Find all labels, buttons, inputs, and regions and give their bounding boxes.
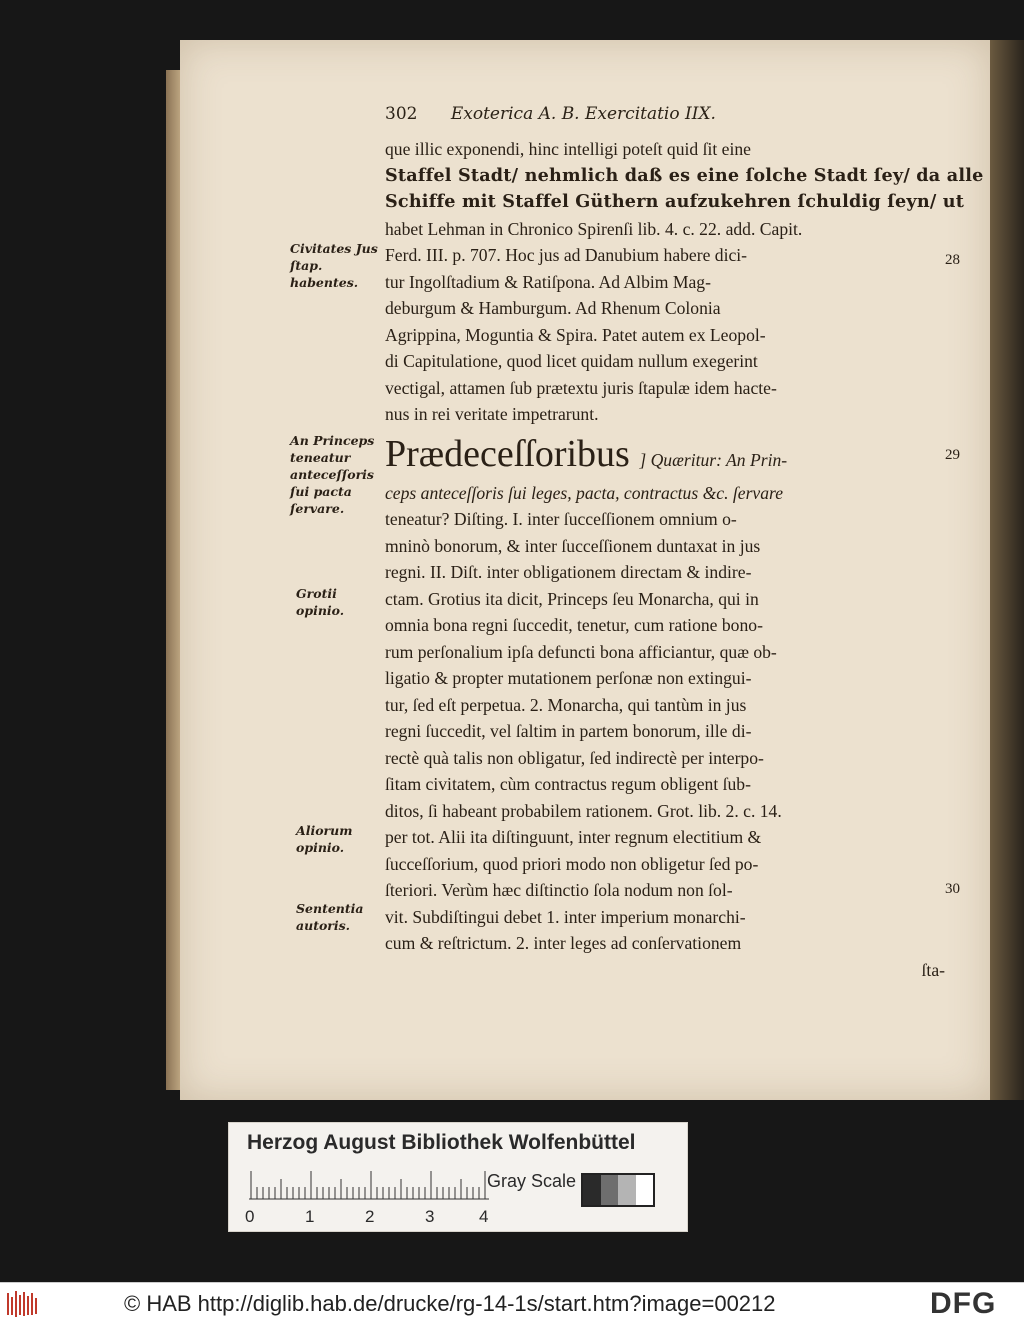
dfg-logo: DFG <box>930 1287 997 1320</box>
line-number: 29 <box>945 447 960 463</box>
hab-logo-icon <box>6 1289 38 1319</box>
text-line: vectigal, attamen ſub prætextu juris ſtapulæ idem hacte- <box>385 377 777 398</box>
margin-note-grotii: Grotii opinio. <box>296 586 345 618</box>
section-heading: Prædeceſſoribus <box>385 432 630 475</box>
gray-swatch-mid <box>601 1175 619 1205</box>
text-line: teneatur? Diſting. I. inter ſucceſſionem omnium o- <box>385 509 737 529</box>
text-line: que illic exponendi, hinc intelligi poteſt quid ſit eine <box>385 139 751 159</box>
text-line: nus in rei veritate impetrarunt. <box>385 404 599 424</box>
bleed-through-mark <box>300 330 304 344</box>
gray-scale-label: Gray Scale <box>487 1171 577 1191</box>
text-line: ſucceſſorium, quod priori modo non obligetur ſed po- <box>385 853 759 874</box>
running-header <box>385 104 945 124</box>
text-line: Ferd. III. p. 707. Hoc jus ad Danubium habere dici- <box>385 245 748 265</box>
text-line: tur, ſed eſt perpetua. 2. Monarcha, qui tantùm in jus <box>385 694 747 715</box>
text-line: mninò bonorum, & inter ſucceſſionem duntaxat in jus <box>385 535 761 556</box>
text-line: vit. Subdiſtingui debet 1. inter imperium monarchi- <box>385 906 746 927</box>
ruler-scale <box>249 1167 489 1201</box>
text-line: omnia bona regni ſuccedit, tenetur, cum ratione bono- <box>385 615 763 635</box>
ruler-label: 3 <box>425 1207 435 1226</box>
margin-note-an-princeps: An Princeps teneatur anteceſſoris ſui pacta ſervare. <box>290 433 375 516</box>
ruler-labels <box>241 1207 501 1229</box>
text-line: rum perſonalium ipſa defuncti bona afficiantur, quæ ob- <box>385 641 777 662</box>
catchword: ſta- <box>921 959 945 980</box>
line-number: 28 <box>945 252 960 268</box>
running-title: Exoterica A. B. Exercitatio IIX. <box>450 104 716 124</box>
card-title: Herzog August Bibliothek Wolfenbüttel <box>247 1131 636 1154</box>
ruler-label: 1 <box>305 1207 315 1226</box>
gray-swatch-dark <box>583 1175 601 1205</box>
margin-note-civitates: Civitates Jus ſtap. habentes. <box>290 241 378 290</box>
text-line: regni. II. Diſt. inter obligationem directam & indire- <box>385 562 752 582</box>
section-heading-line <box>385 428 965 480</box>
text-line: ſteriori. Verùm hæc diſtinctio ſola nodum non ſol- <box>385 880 733 900</box>
text-line: ligatio & propter mutationem perſonæ non extingui- <box>385 668 752 688</box>
ruler-label: 2 <box>365 1207 375 1226</box>
text-line: di Capitulatione, quod licet quidam nullum exegerint <box>385 351 758 371</box>
text-line: regni ſuccedit, vel ſaltim in partem bonorum, ille di- <box>385 721 752 741</box>
text-line: deburgum & Hamburgum. Ad Rhenum Colonia <box>385 298 721 318</box>
text-line: habet Lehman in Chronico Spirenſi lib. 4. c. 22. add. Capit. <box>385 218 803 239</box>
footer-url-text[interactable]: © HAB http://diglib.hab.de/drucke/rg-14-1s/start.htm?image=00212 <box>124 1291 776 1316</box>
text-line: cum & reſtrictum. 2. inter leges ad conſervationem <box>385 933 742 953</box>
ruler-label: 4 <box>479 1207 489 1226</box>
footer-bar <box>0 1282 1024 1326</box>
heading-continuation: ] Quæritur: An Prin- <box>639 449 788 470</box>
line-number: 30 <box>945 881 960 897</box>
text-line: per tot. Alii ita diſtinguunt, inter regnum electitium & <box>385 827 762 847</box>
page-number: 302 <box>385 104 418 124</box>
gray-swatch-white <box>636 1175 654 1205</box>
text-line: rectè quà talis non obligatur, ſed indirectè per interpo- <box>385 747 764 768</box>
page-gutter <box>990 40 1024 1100</box>
calibration-card <box>228 1122 688 1232</box>
margin-note-aliorum: Aliorum opinio. <box>296 823 353 855</box>
text-line: ſitam civitatem, cùm contractus regum obligent ſub- <box>385 774 751 794</box>
text-line: Staffel Stadt/ nehmlich daß es eine ſolche Stadt ſey/ da alle <box>385 164 984 186</box>
text-line: Agrippina, Moguntia & Spira. Patet autem ex Leopol- <box>385 324 766 345</box>
ruler-label: 0 <box>245 1207 255 1226</box>
text-line: Schiffe mit Staffel Güthern aufzukehren ſchuldig ſeyn/ ut <box>385 191 965 212</box>
main-text-block <box>385 136 984 983</box>
text-line: ditos, ſi habeant probabilem rationem. Grot. lib. 2. c. 14. <box>385 800 782 821</box>
text-line: ceps anteceſſoris ſui leges, pacta, contractus &c. ſervare <box>385 482 784 503</box>
text-line: tur Ingolſtadium & Ratiſpona. Ad Albim Mag- <box>385 271 711 292</box>
text-line: ctam. Grotius ita dicit, Princeps ſeu Monarcha, qui in <box>385 588 759 609</box>
gray-swatch-light <box>618 1175 636 1205</box>
gray-scale-swatches <box>581 1173 655 1207</box>
margin-note-sententia: Sententia autoris. <box>296 901 364 933</box>
